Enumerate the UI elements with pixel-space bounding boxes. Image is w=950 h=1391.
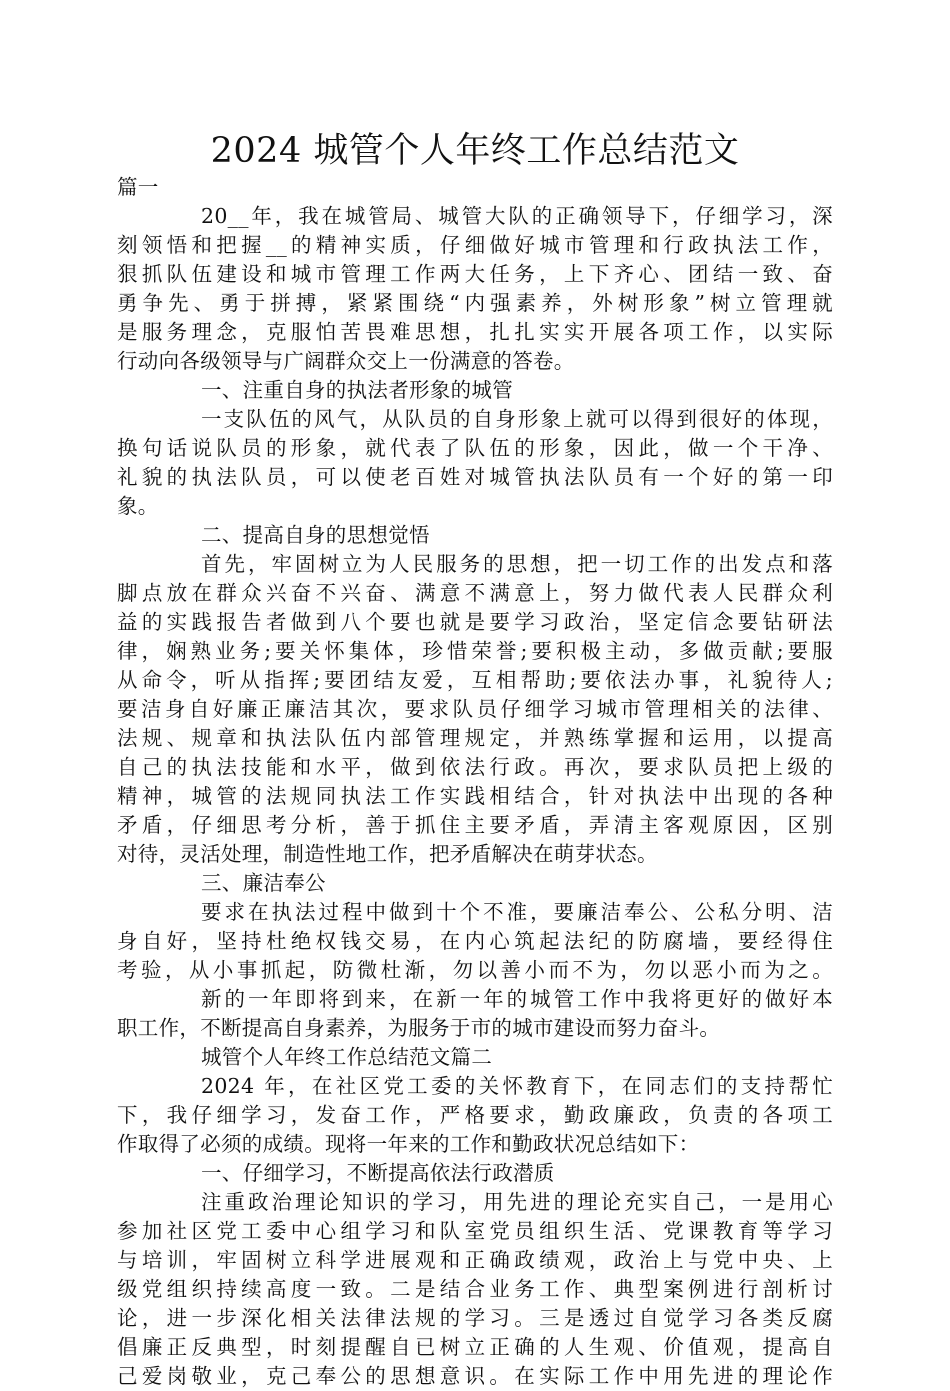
text-line: 职工作，不断提高自身素养，为服务于市的城市建设而努力奋斗。	[117, 1016, 721, 1040]
text-line: 行动向各级领导与广阔群众交上一份满意的答卷。	[117, 349, 575, 373]
text-line: 换句话说队员的形象，就代表了队伍的形象，因此，做一个干净、	[117, 436, 833, 460]
text-line: 考验，从小事抓起，防微杜渐，勿以善小而不为，勿以恶小而为之。	[117, 958, 833, 982]
text-line: 礼貌的执法队员，可以使老百姓对城管执法队员有一个好的第一印	[117, 465, 833, 489]
text-line: 首先，牢固树立为人民服务的思想，把一切工作的出发点和落	[201, 552, 833, 576]
text-line: 注重政治理论知识的学习，用先进的理论充实自己，一是用心	[201, 1190, 833, 1214]
text-line: 狠抓队伍建设和城市管理工作两大任务，上下齐心、团结一致、奋	[117, 262, 833, 286]
text-line: 从命令，听从指挥;要团结友爱，互相帮助;要依法办事，礼貌待人;	[117, 668, 833, 692]
text-line: 刻领悟和把握__的精神实质，仔细做好城市管理和行政执法工作，	[117, 233, 833, 257]
document-title: 2024 城管个人年终工作总结范文	[210, 131, 740, 171]
text-line: 精神，城管的法规同执法工作实践相结合，针对执法中出现的各种	[117, 784, 833, 808]
text-line: 下，我仔细学习，发奋工作，严格要求，勤政廉政，负责的各项工	[117, 1103, 833, 1127]
text-line: 益的实践报告者做到八个要也就是要学习政治，坚定信念要钻研法	[117, 610, 833, 634]
text-line: 20__年，我在城管局、城管大队的正确领导下，仔细学习，深	[201, 204, 833, 228]
text-line: 法规、规章和执法队伍内部管理规定，并熟练掌握和运用，以提高	[117, 726, 833, 750]
text-line: 勇争先、勇于拼搏，紧紧围绕“内强素养，外树形象”树立管理就	[117, 291, 833, 315]
text-line: 己爱岗敬业，克己奉公的思想意识。在实际工作中用先进的理论作	[117, 1364, 833, 1388]
document-body	[117, 173, 833, 1391]
text-line: 三、廉洁奉公	[201, 871, 326, 895]
text-line: 论，进一步深化相关法律法规的学习。三是透过自觉学习各类反腐	[117, 1306, 833, 1330]
text-line: 是服务理念，克服怕苦畏难思想，扎扎实实开展各项工作，以实际	[117, 320, 833, 344]
text-line: 一、注重自身的执法者形象的城管	[201, 378, 513, 402]
text-line: 与培训，牢固树立科学进展观和正确政绩观，政治上与党中央、上	[117, 1248, 833, 1272]
text-line: 级党组织持续高度一致。二是结合业务工作、典型案例进行剖析讨	[117, 1277, 833, 1301]
text-line: 要洁身自好廉正廉洁其次，要求队员仔细学习城市管理相关的法律、	[117, 697, 833, 721]
text-line: 象。	[117, 494, 159, 518]
text-line: 要求在执法过程中做到十个不准，要廉洁奉公、公私分明、洁	[201, 900, 833, 924]
text-line: 参加社区党工委中心组学习和队室党员组织生活、党课教育等学习	[117, 1219, 833, 1243]
text-line: 律，娴熟业务;要关怀集体，珍惜荣誉;要积极主动，多做贡献;要服	[117, 639, 833, 663]
text-line: 一支队伍的风气，从队员的自身形象上就可以得到很好的体现，	[201, 407, 833, 431]
text-line: 作取得了必须的成绩。现将一年来的工作和勤政状况总结如下：	[117, 1132, 700, 1156]
text-line: 篇一	[117, 175, 159, 199]
text-line: 新的一年即将到来，在新一年的城管工作中我将更好的做好本	[201, 987, 833, 1011]
text-line: 倡廉正反典型，时刻提醒自已树立正确的人生观、价值观，提高自	[117, 1335, 833, 1359]
text-line: 身自好，坚持杜绝权钱交易，在内心筑起法纪的防腐墙，要经得住	[117, 929, 833, 953]
text-line: 城管个人年终工作总结范文篇二	[201, 1045, 493, 1069]
text-line: 自己的执法技能和水平，做到依法行政。再次，要求队员把上级的	[117, 755, 833, 779]
text-line: 脚点放在群众兴奋不兴奋、满意不满意上，努力做代表人民群众利	[117, 581, 833, 605]
text-line: 矛盾，仔细思考分析，善于抓住主要矛盾，弄清主客观原因，区别	[117, 813, 833, 837]
text-line: 二、提高自身的思想觉悟	[201, 523, 430, 547]
text-line: 对待，灵活处理，制造性地工作，把矛盾解决在萌芽状态。	[117, 842, 658, 866]
text-line: 2024 年，在社区党工委的关怀教育下，在同志们的支持帮忙	[201, 1074, 833, 1098]
text-line: 一、仔细学习，不断提高依法行政潜质	[201, 1161, 555, 1185]
